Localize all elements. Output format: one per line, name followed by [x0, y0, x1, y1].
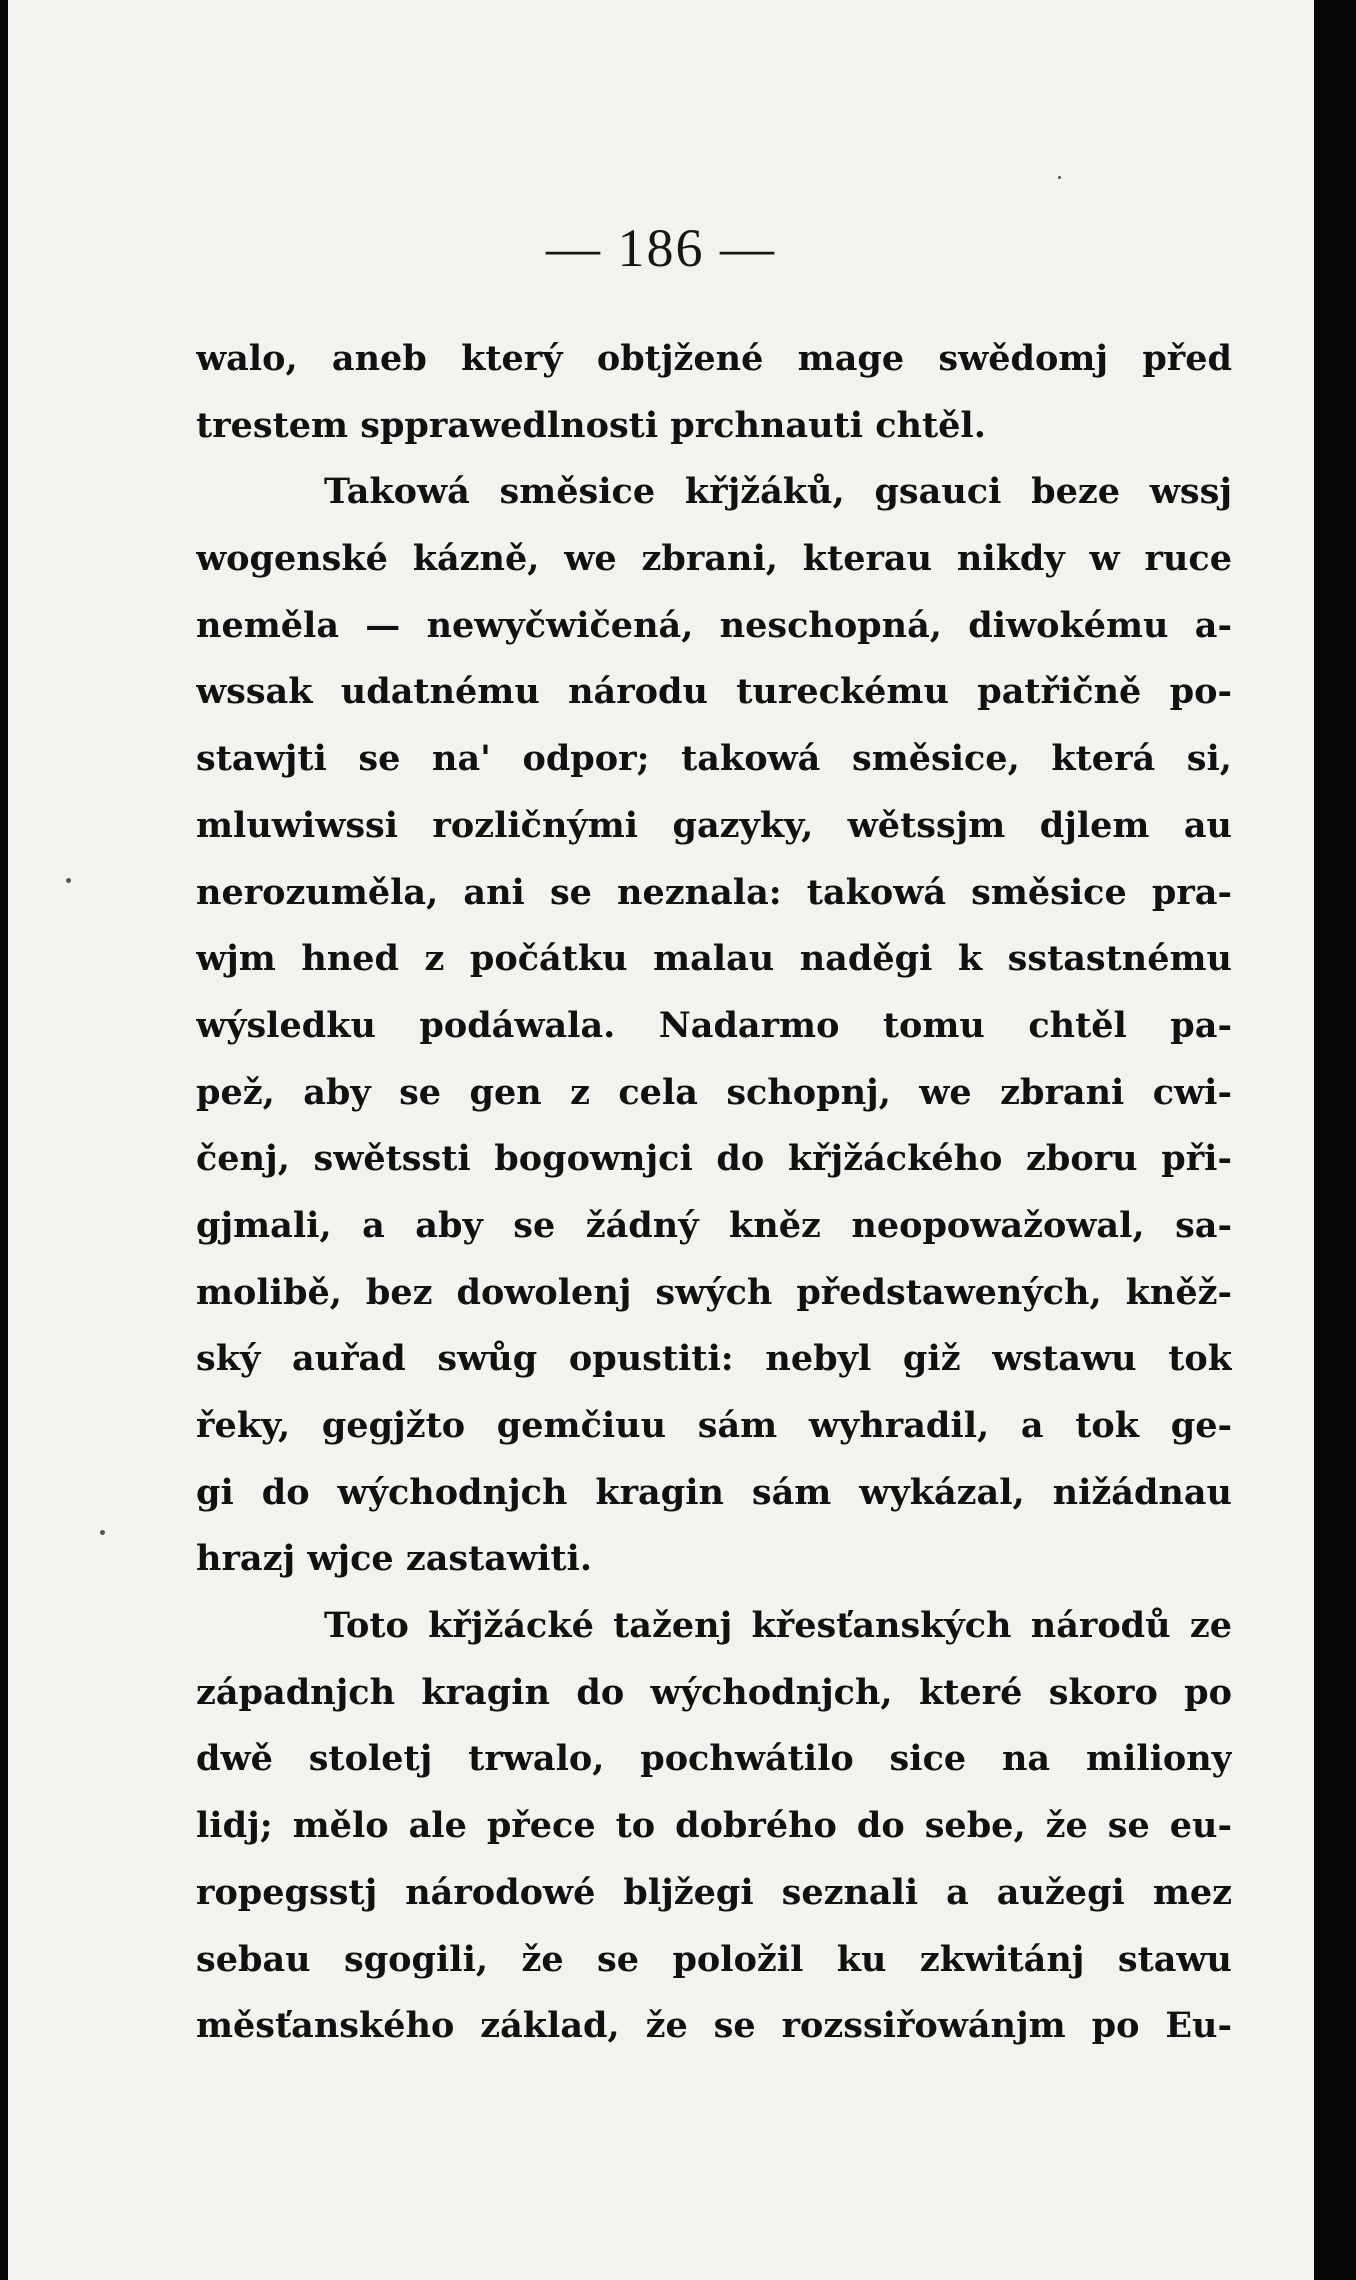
text-line: ropegsstj národowé bljžegi seznali a aužegi mez [196, 1871, 1232, 1913]
text-line: západnjch kragin do wýchodnjch, které skoro po [196, 1671, 1232, 1713]
text-line: nerozuměla, ani se neznala: takowá směsice pra- [196, 871, 1232, 913]
text-line: ský auřad swůg opustiti: nebyl giž wstawu tok [196, 1338, 1232, 1380]
paragraph-first-line: Toto křjžácké taženj křesťanských národů ze [324, 1605, 1232, 1647]
body-text [196, 326, 1232, 2060]
page-number: — 186 — [546, 218, 776, 278]
text-line: měsťanského základ, že se rozssiřowánjm po Eu- [196, 2005, 1232, 2047]
text-line: gi do wýchodnjch kragin sám wykázal, nižádnau [196, 1471, 1232, 1513]
text-line: sebau sgogili, že se položil ku zkwitánj stawu [196, 1938, 1232, 1980]
text-line: wogenské kázně, we zbrani, kterau nikdy w ruce [196, 538, 1232, 580]
text-line: neměla — newyčwičená, neschopná, diwokému a- [196, 604, 1232, 646]
text-line: lidj; mělo ale přece to dobrého do sebe, že se eu- [196, 1805, 1232, 1847]
text-line: dwě stoletj trwalo, pochwátilo sice na miliony [196, 1738, 1232, 1780]
paper-speck [66, 878, 71, 883]
text-line: čenj, swětssti bogownjci do křjžáckého zboru při- [196, 1138, 1232, 1180]
text-line: wýsledku podáwala. Nadarmo tomu chtěl pa- [196, 1004, 1232, 1046]
book-page [8, 0, 1314, 2280]
paragraph-first-line: Takowá směsice křjžáků, gsauci beze wssj [324, 471, 1232, 513]
text-line: řeky, gegjžto gemčiuu sám wyhradil, a tok ge- [196, 1405, 1232, 1446]
paper-speck [100, 1530, 105, 1535]
text-line: pež, aby se gen z cela schopnj, we zbrani cwi- [196, 1071, 1232, 1113]
text-line: hrazj wjce zastawiti. [196, 1538, 593, 1580]
text-line: trestem spprawedlnosti prchnauti chtěl. [196, 404, 986, 446]
text-line: stawjti se na' odpor; takowá směsice, která si, [196, 738, 1232, 780]
paper-speck [1058, 176, 1061, 179]
text-line: gjmali, a aby se žádný kněz neopowažowal, sa- [196, 1204, 1232, 1246]
text-line: wjm hned z počátku malau naděgi k sstastnému [196, 938, 1232, 980]
text-line: mluwiwssi rozličnými gazyky, wětssjm djlem au [196, 804, 1232, 846]
text-line: wssak udatnému národu tureckému patřičně po- [196, 671, 1232, 713]
text-line: molibě, bez dowolenj swých předstawených, kněž- [196, 1271, 1232, 1313]
text-line: walo, aneb který obtjžené mage swědomj před [196, 338, 1232, 379]
